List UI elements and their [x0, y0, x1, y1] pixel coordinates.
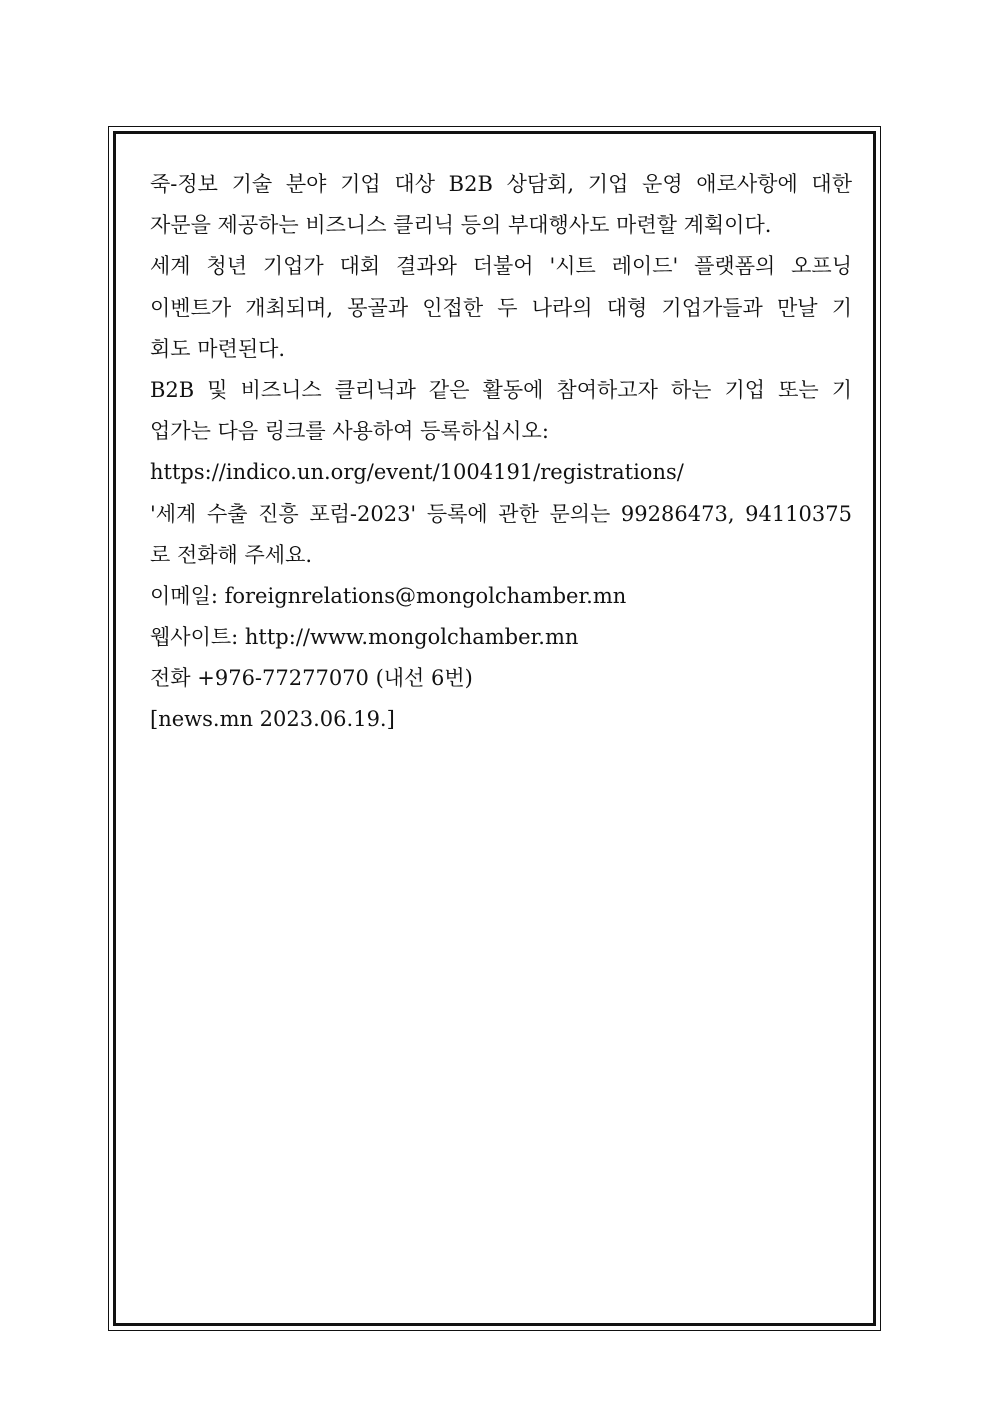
body-line-4: 이벤트가 개최되며, 몽골과 인접한 두 나라의 대형 기업가들과 만날 기	[150, 295, 852, 320]
body-line-9: '세계 수출 진흥 포럼-2023' 등록에 관한 문의는 99286473, 94110375	[150, 501, 852, 526]
body-line-1: 죽-정보 기술 분야 기업 대상 B2B 상담회, 기업 운영 애로사항에 대한	[150, 172, 852, 196]
body-line-2: 자문을 제공하는 비즈니스 클리닉 등의 부대행사도 마련할 계획이다.	[150, 213, 772, 238]
body-line-7: 업가는 다음 링크를 사용하여 등록하십시오:	[150, 419, 549, 444]
email-line: 이메일: foreignrelations@mongolchamber.mn	[150, 583, 627, 608]
body-line-6: B2B 및 비즈니스 클리닉과 같은 활동에 참여하고자 하는 기업 또는 기	[150, 377, 852, 402]
document-frame-outer	[108, 126, 881, 1331]
registration-link[interactable]: https://indico.un.org/event/1004191/registrations/	[150, 460, 684, 485]
source-line: [news.mn 2023.06.19.]	[150, 707, 395, 732]
body-line-10: 로 전화해 주세요.	[150, 542, 313, 567]
body-line-5: 회도 마련된다.	[150, 336, 286, 361]
website-line: 웹사이트: http://www.mongolchamber.mn	[150, 625, 579, 650]
document-body	[150, 164, 852, 741]
phone-line: 전화 +976-77277070 (내선 6번)	[150, 666, 473, 691]
body-line-3: 세계 청년 기업가 대회 결과와 더불어 '시트 레이드' 플랫폼의 오프닝	[150, 254, 852, 279]
document-frame-inner	[113, 131, 876, 1326]
